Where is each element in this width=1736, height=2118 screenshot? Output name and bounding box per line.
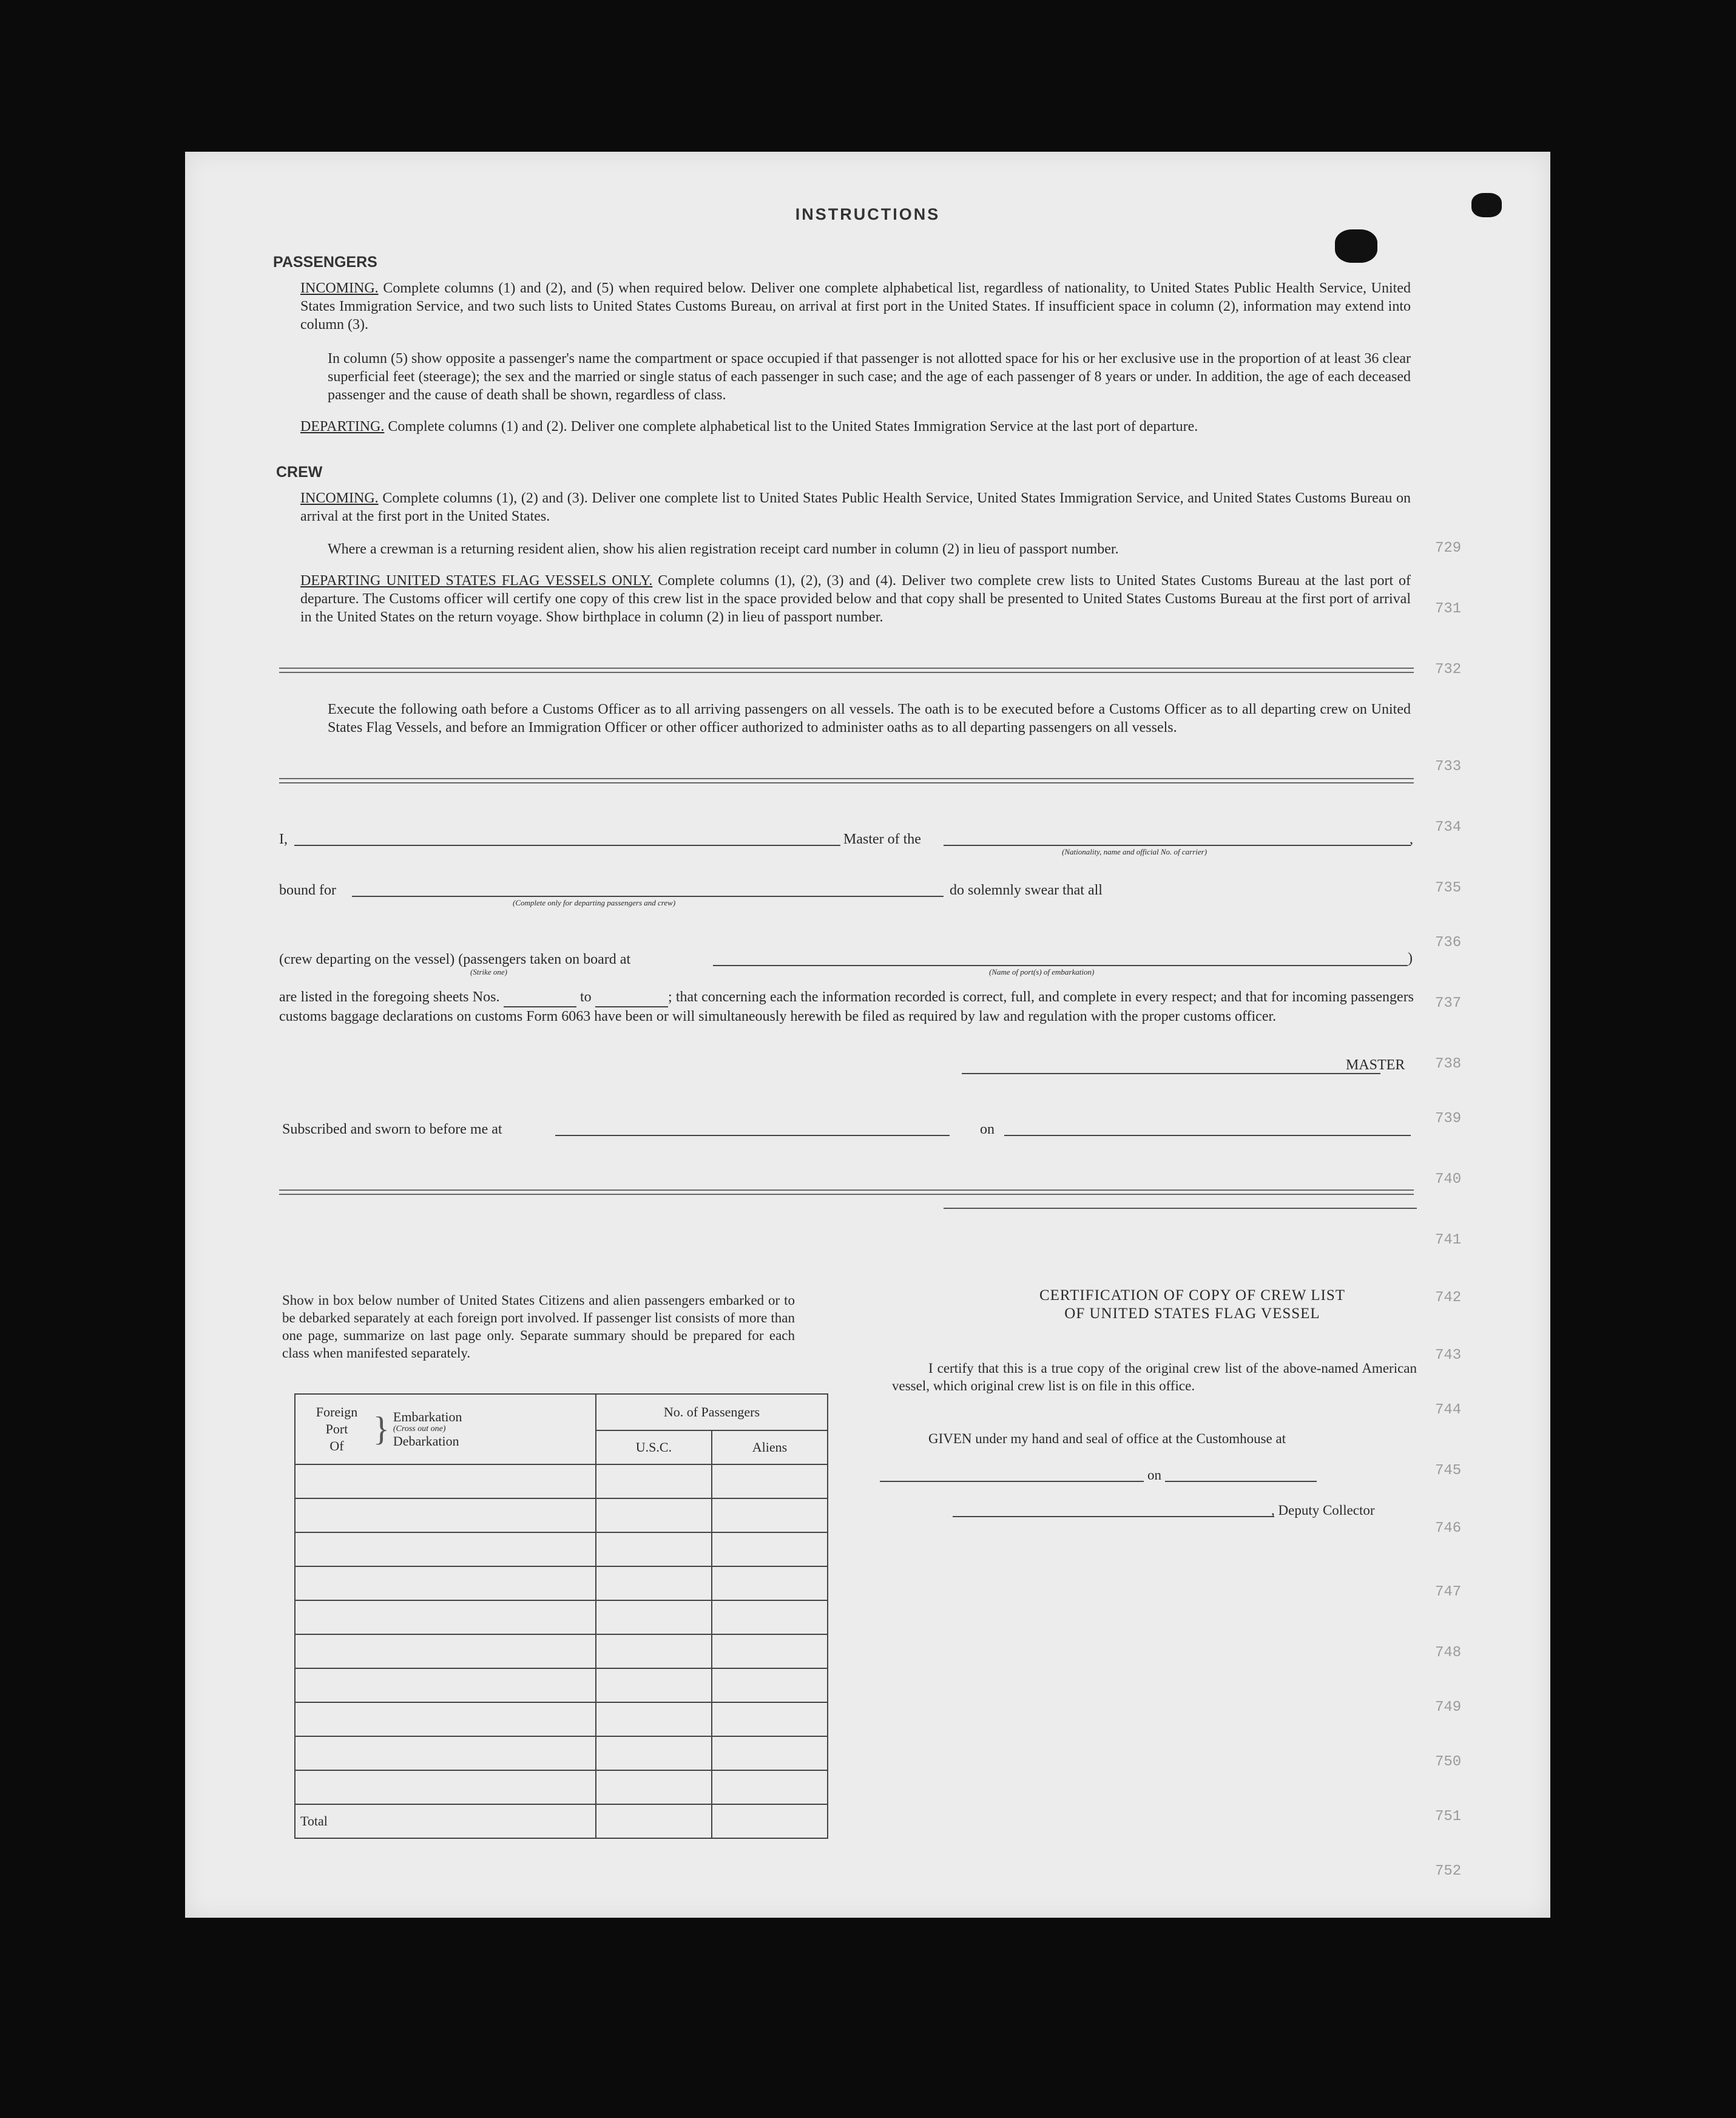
close-paren: ) <box>1408 950 1413 966</box>
sheet-to-field[interactable] <box>595 988 668 1007</box>
bleed-number: 742 <box>1435 1290 1462 1306</box>
bleed-number: 740 <box>1435 1171 1462 1188</box>
certification-text: I certify that this is a true copy of the original crew list of the above-named American vessel, which original crew list is on file in this office. <box>892 1361 1417 1393</box>
table-row <box>295 1770 828 1804</box>
usc-cell[interactable] <box>596 1702 712 1736</box>
usc-cell[interactable] <box>596 1736 712 1770</box>
listed-prefix: are listed in the foregoing sheets Nos. <box>279 989 500 1005</box>
port-cell[interactable] <box>295 1566 596 1600</box>
table-row <box>295 1532 828 1566</box>
bleed-number: 748 <box>1435 1645 1462 1661</box>
usc-cell[interactable] <box>596 1770 712 1804</box>
master-signature-line[interactable] <box>962 1073 1380 1074</box>
crew-resident-alien: Where a crewman is a returning resident alien, show his alien registration receipt card number in column (2) in lieu of passport number. <box>328 541 1119 557</box>
bleed-number: 735 <box>1435 880 1462 896</box>
sheet-from-field[interactable] <box>504 988 576 1007</box>
table-row <box>295 1464 828 1498</box>
bleed-number: 741 <box>1435 1232 1462 1248</box>
total-label: Total <box>295 1804 596 1838</box>
port-header-cell <box>295 1394 596 1464</box>
oath-intro: Execute the following oath before a Customs Officer as to all arriving passengers on all vessels. The oath is to be executed before a Customs Officer as to all departing crew on United States Flag Vessels, and before an Immigration Officer or other officer authorized to administer oaths as to all departing passengers on all vessels. <box>328 702 1411 736</box>
port-cell[interactable] <box>295 1498 596 1532</box>
port-cell[interactable] <box>295 1736 596 1770</box>
comma: , <box>1410 831 1413 847</box>
section-divider <box>279 668 1414 673</box>
port-cell[interactable] <box>295 1668 596 1702</box>
table-row <box>295 1498 828 1532</box>
aliens-cell[interactable] <box>712 1668 828 1702</box>
aliens-cell[interactable] <box>712 1532 828 1566</box>
bleed-number: 743 <box>1435 1347 1462 1364</box>
given-label: GIVEN under my hand and seal of office at the Customhouse at <box>928 1431 1286 1446</box>
departing-text: Complete columns (1) and (2). Deliver one complete alphabetical list to the United States Immigration Service at the last port of departure. <box>388 419 1198 435</box>
table-row <box>295 1600 828 1634</box>
crew-incoming <box>300 489 1411 526</box>
port-cell[interactable] <box>295 1600 596 1634</box>
bleed-number: 736 <box>1435 935 1462 951</box>
embarkation-ports-field[interactable] <box>713 965 1408 966</box>
certification-heading <box>962 1287 1423 1323</box>
table-row <box>295 1736 828 1770</box>
crew-departing <box>300 572 1411 626</box>
bleed-number: 737 <box>1435 995 1462 1012</box>
crew-incoming-text: Complete columns (1), (2) and (3). Deliver one complete list to United States Public Health Service, United States Immigration Service, and United States Customs Bureau on arrival at the first port in the United States. <box>300 490 1411 524</box>
usc-cell[interactable] <box>596 1464 712 1498</box>
foreign-label: Foreign <box>316 1404 358 1419</box>
crew-incoming-label: INCOMING. <box>300 490 379 506</box>
departing-label: DEPARTING. <box>300 419 385 435</box>
passengers-departing <box>300 418 1411 436</box>
debarkation-label: Debarkation <box>393 1433 459 1449</box>
bleed-number: 745 <box>1435 1463 1462 1479</box>
passenger-summary-table <box>294 1393 828 1839</box>
bleed-number: 746 <box>1435 1520 1462 1537</box>
bleed-number: 738 <box>1435 1056 1462 1072</box>
sheets-statement <box>279 988 1414 1026</box>
section-divider <box>279 1189 1414 1195</box>
sworn-place-field[interactable] <box>555 1135 950 1136</box>
port-cell[interactable] <box>295 1464 596 1498</box>
oath-i-label: I, <box>279 831 288 847</box>
aliens-header: Aliens <box>712 1430 828 1464</box>
bleed-number: 733 <box>1435 759 1462 775</box>
master-name-field[interactable] <box>294 845 840 846</box>
carrier-caption: (Nationality, name and official No. of carrier) <box>1062 847 1207 856</box>
bleed-number: 734 <box>1435 819 1462 836</box>
ink-blot <box>1335 229 1377 263</box>
ports-caption: (Name of port(s) of embarkation) <box>989 967 1095 976</box>
cross-out-caption: (Cross out one) <box>393 1424 446 1433</box>
bleed-number: 750 <box>1435 1754 1462 1770</box>
cert-on-label: on <box>1144 1467 1165 1483</box>
bleed-number: 732 <box>1435 661 1462 678</box>
strike-one-caption: (Strike one) <box>470 967 508 976</box>
bound-for-label: bound for <box>279 882 336 898</box>
to-label: to <box>580 989 592 1005</box>
table-row <box>295 1668 828 1702</box>
aliens-cell[interactable] <box>712 1736 828 1770</box>
bleed-number: 739 <box>1435 1111 1462 1127</box>
table-row <box>295 1566 828 1600</box>
bound-caption: (Complete only for departing passengers and crew) <box>513 898 676 907</box>
of-label: Of <box>329 1438 344 1453</box>
master-signature-label: MASTER <box>1346 1057 1405 1073</box>
sworn-date-field[interactable] <box>1004 1135 1411 1136</box>
usc-cell[interactable] <box>596 1532 712 1566</box>
crew-departing-label: DEPARTING UNITED STATES FLAG VESSELS ONLY. <box>300 573 653 589</box>
aliens-cell[interactable] <box>712 1464 828 1498</box>
passengers-heading: PASSENGERS <box>273 254 377 271</box>
aliens-cell[interactable] <box>712 1634 828 1668</box>
bleed-number: 747 <box>1435 1584 1462 1600</box>
certification-heading-line1: CERTIFICATION OF COPY OF CREW LIST <box>1039 1287 1346 1304</box>
usc-header: U.S.C. <box>596 1430 712 1464</box>
deputy-collector-label: , Deputy Collector <box>1271 1503 1375 1518</box>
carrier-field[interactable] <box>944 845 1411 846</box>
column5-instructions: In column (5) show opposite a passenger's name the compartment or space occupied if that passenger is not allotted space for his or her exclusive use in the proportion of at least 36 clear superficial feet (steerage); the sex and the married or single status of each passenger in such case; and the age of each passenger of 8 years or under. In addition, the age of each deceased passenger and the cause of death shall be shown, regardless of class. <box>328 351 1411 403</box>
total-aliens-cell[interactable] <box>712 1804 828 1838</box>
no-of-passengers-header: No. of Passengers <box>596 1394 828 1430</box>
page-title: INSTRUCTIONS <box>795 205 941 223</box>
crew-departing-label: (crew departing on the vessel) (passengers taken on board at <box>279 952 631 967</box>
signature-line <box>944 1208 1417 1209</box>
brace-icon: } <box>373 1410 390 1448</box>
embark-debark-options <box>390 1409 462 1449</box>
bleed-number: 729 <box>1435 540 1462 557</box>
foreign-port-of <box>300 1404 373 1455</box>
swear-label: do solemnly swear that all <box>950 882 1103 898</box>
deputy-collector-signature[interactable] <box>953 1516 1274 1517</box>
table-row <box>295 1634 828 1668</box>
port-label: Port <box>325 1421 348 1436</box>
usc-cell[interactable] <box>596 1634 712 1668</box>
usc-cell[interactable] <box>596 1566 712 1600</box>
crew-departing-text: Complete columns (1), (2), (3) and (4). Deliver two complete crew lists to United States Customs Bureau at the last port of departure. The Customs officer will certify one copy of this crew list in the space provided below and that copy shall be presented to United States Customs Bureau at the first port of arrival in the United States on the return voyage. Show birthplace in column (2) in lieu of passport number. <box>300 573 1411 625</box>
aliens-cell[interactable] <box>712 1566 828 1600</box>
passengers-incoming <box>300 279 1411 334</box>
bound-for-field[interactable] <box>352 896 944 897</box>
usc-cell[interactable] <box>596 1498 712 1532</box>
port-cell[interactable] <box>295 1634 596 1668</box>
sworn-on-label: on <box>980 1122 995 1137</box>
aliens-cell[interactable] <box>712 1600 828 1634</box>
embarkation-label: Embarkation <box>393 1409 462 1424</box>
usc-cell[interactable] <box>596 1600 712 1634</box>
total-row <box>295 1804 828 1838</box>
summary-instructions: Show in box below number of United States Citizens and alien passengers embarked or to be debarked separately at each foreign port involved. If passenger list consists of more than one page, summarize on last page only. Separate summary should be prepared for each class when manifested separately. <box>282 1293 795 1361</box>
aliens-cell[interactable] <box>712 1702 828 1736</box>
port-cell[interactable] <box>295 1770 596 1804</box>
bleed-number: 752 <box>1435 1863 1462 1879</box>
listed-suffix: ; that concerning each the information recorded is correct, full, and complete in every respect; and that for incoming passengers customs baggage declarations on customs Form 6063 have been or will simultaneously herewith be filed as required by law and regulation with the proper customs officer. <box>279 989 1414 1024</box>
incoming-label: INCOMING. <box>300 280 379 296</box>
usc-cell[interactable] <box>596 1668 712 1702</box>
bleed-number: 744 <box>1435 1402 1462 1418</box>
form-sheet <box>185 152 1550 1918</box>
section-divider <box>279 778 1414 783</box>
certification-heading-line2: OF UNITED STATES FLAG VESSEL <box>1064 1305 1320 1322</box>
aliens-cell[interactable] <box>712 1770 828 1804</box>
bleed-number: 749 <box>1435 1699 1462 1716</box>
total-usc-cell[interactable] <box>596 1804 712 1838</box>
port-cell[interactable] <box>295 1702 596 1736</box>
master-of-label: Master of the <box>843 831 921 847</box>
table-row <box>295 1702 828 1736</box>
aliens-cell[interactable] <box>712 1498 828 1532</box>
crew-heading: CREW <box>276 464 323 481</box>
bleed-number: 751 <box>1435 1808 1462 1825</box>
bleed-number: 731 <box>1435 601 1462 617</box>
incoming-text: Complete columns (1) and (2), and (5) when required below. Deliver one complete alphabetical list, regardless of nationality, to United States Public Health Service, United States Immigration Service, and two such lists to United States Customs Bureau, on arrival at first port in the United States. If insufficient space in column (2), information may extend into column (3). <box>300 280 1411 333</box>
customhouse-field[interactable] <box>880 1481 1317 1482</box>
subscribed-label: Subscribed and sworn to before me at <box>282 1122 502 1137</box>
port-cell[interactable] <box>295 1532 596 1566</box>
